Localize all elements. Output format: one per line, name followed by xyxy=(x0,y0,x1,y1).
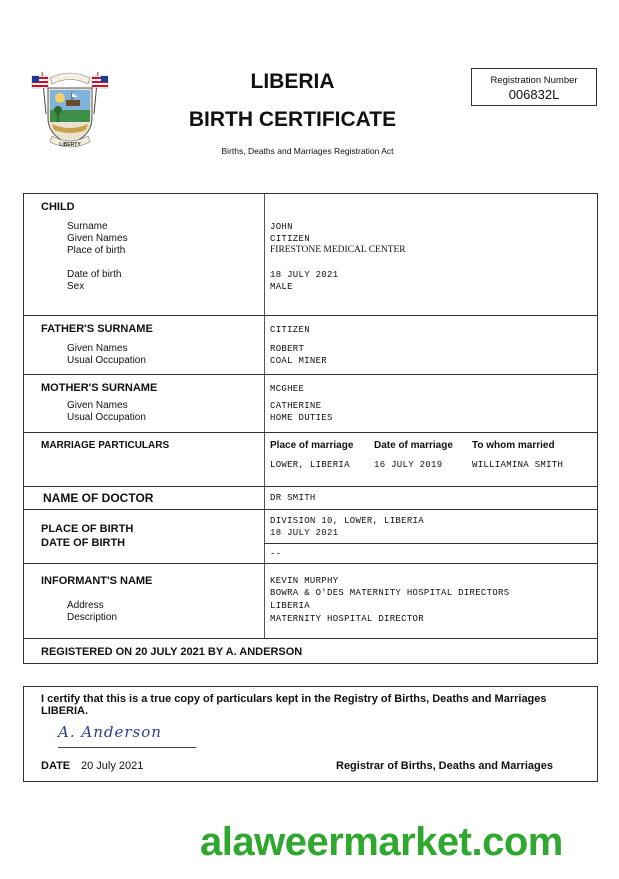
cell-divider xyxy=(264,543,597,544)
child-given-names-value: CITIZEN xyxy=(270,234,310,244)
informant-address-value: LIBERIA xyxy=(270,601,310,611)
marriage-col-whom: To whom married xyxy=(472,440,555,451)
child-surname-value: JOHN xyxy=(270,222,293,232)
birth-place-value: DIVISION 10, LOWER, LIBERIA xyxy=(270,516,424,526)
doctor-heading: NAME OF DOCTOR xyxy=(43,491,154,505)
label-given-names: Given Names xyxy=(67,233,128,244)
label-date-of-birth: Date of birth xyxy=(67,269,122,280)
father-occupation-value: COAL MINER xyxy=(270,356,328,366)
registration-number-box xyxy=(471,68,597,106)
child-sex-value: MALE xyxy=(270,282,293,292)
birth-extra-value: -- xyxy=(270,549,282,559)
certify-date-value: 20 July 2021 xyxy=(81,760,144,772)
marriage-col-date: Date of marriage xyxy=(374,440,453,451)
mother-heading: MOTHER'S SURNAME xyxy=(41,382,158,394)
certify-line-2: LIBERIA. xyxy=(41,705,89,717)
mother-label-given-names: Given Names xyxy=(67,400,128,411)
marriage-heading: MARRIAGE PARTICULARS xyxy=(41,440,170,451)
row-divider xyxy=(24,486,597,487)
watermark-text: alaweermarket.com xyxy=(200,820,563,864)
mother-given-names-value: CATHERINE xyxy=(270,401,322,411)
place-of-birth-heading: PLACE OF BIRTH xyxy=(41,523,134,535)
child-heading: CHILD xyxy=(41,201,75,213)
child-date-of-birth-value: 18 JULY 2021 xyxy=(270,270,339,280)
mother-label-occupation: Usual Occupation xyxy=(67,412,146,423)
country-title: LIBERIA xyxy=(250,70,335,93)
marriage-whom-value: WILLIAMINA SMITH xyxy=(472,460,564,470)
label-surname: Surname xyxy=(67,221,108,232)
informant-heading: INFORMANT'S NAME xyxy=(41,575,153,587)
informant-description-value: MATERNITY HOSPITAL DIRECTOR xyxy=(270,614,424,624)
child-place-of-birth-value: FIRESTONE MEDICAL CENTER xyxy=(270,245,406,255)
row-divider xyxy=(24,315,597,316)
row-divider xyxy=(24,509,597,510)
row-divider xyxy=(24,432,597,433)
registration-number: 006832L xyxy=(508,87,560,102)
column-divider xyxy=(264,194,265,638)
doctor-name-value: DR SMITH xyxy=(270,493,316,503)
certify-date-label: DATE xyxy=(41,760,71,772)
informant-label-description: Description xyxy=(67,612,118,623)
father-label-given-names: Given Names xyxy=(67,343,128,354)
informant-label-address: Address xyxy=(67,600,104,611)
father-given-names-value: ROBERT xyxy=(270,344,305,354)
registrar-title: Registrar of Births, Deaths and Marriages xyxy=(336,760,554,772)
row-divider xyxy=(24,563,597,564)
mother-surname-value: MCGHEE xyxy=(270,384,305,394)
row-divider xyxy=(24,638,597,639)
informant-name-value: KEVIN MURPHY xyxy=(270,576,339,586)
registration-label: Registration Number xyxy=(490,75,578,86)
marriage-place-value: LOWER, LIBERIA xyxy=(270,460,350,470)
father-surname-value: CITIZEN xyxy=(270,325,310,335)
particulars-table xyxy=(23,193,598,664)
marriage-col-place: Place of marriage xyxy=(270,440,354,451)
act-subtitle: Births, Deaths and Marriages Registration Act xyxy=(221,146,394,156)
father-heading: FATHER'S SURNAME xyxy=(41,323,153,335)
birth-date-value: 18 JULY 2021 xyxy=(270,528,339,538)
signature-line xyxy=(58,747,196,748)
document-title: BIRTH CERTIFICATE xyxy=(188,108,397,131)
marriage-date-value: 16 JULY 2019 xyxy=(374,460,443,470)
father-label-occupation: Usual Occupation xyxy=(67,355,146,366)
date-of-birth-heading: DATE OF BIRTH xyxy=(41,537,126,549)
certify-line-1: I certify that this is a true copy of particulars kept in the Registry of Births, Deaths and Marriages xyxy=(41,693,547,705)
seal-ribbon-text: LIBERTY xyxy=(59,142,81,148)
registered-line: REGISTERED ON 20 JULY 2021 BY A. ANDERSON xyxy=(41,646,303,658)
mother-occupation-value: HOME DUTIES xyxy=(270,413,333,423)
label-place-of-birth: Place of birth xyxy=(67,245,126,256)
signature: A. Anderson xyxy=(58,723,162,741)
coat-of-arms-seal xyxy=(30,66,110,156)
informant-org-value: BOWRA & O'DES MATERNITY HOSPITAL DIRECTORS xyxy=(270,588,510,598)
row-divider xyxy=(24,374,597,375)
certification-box xyxy=(23,686,598,782)
label-sex: Sex xyxy=(67,281,85,292)
